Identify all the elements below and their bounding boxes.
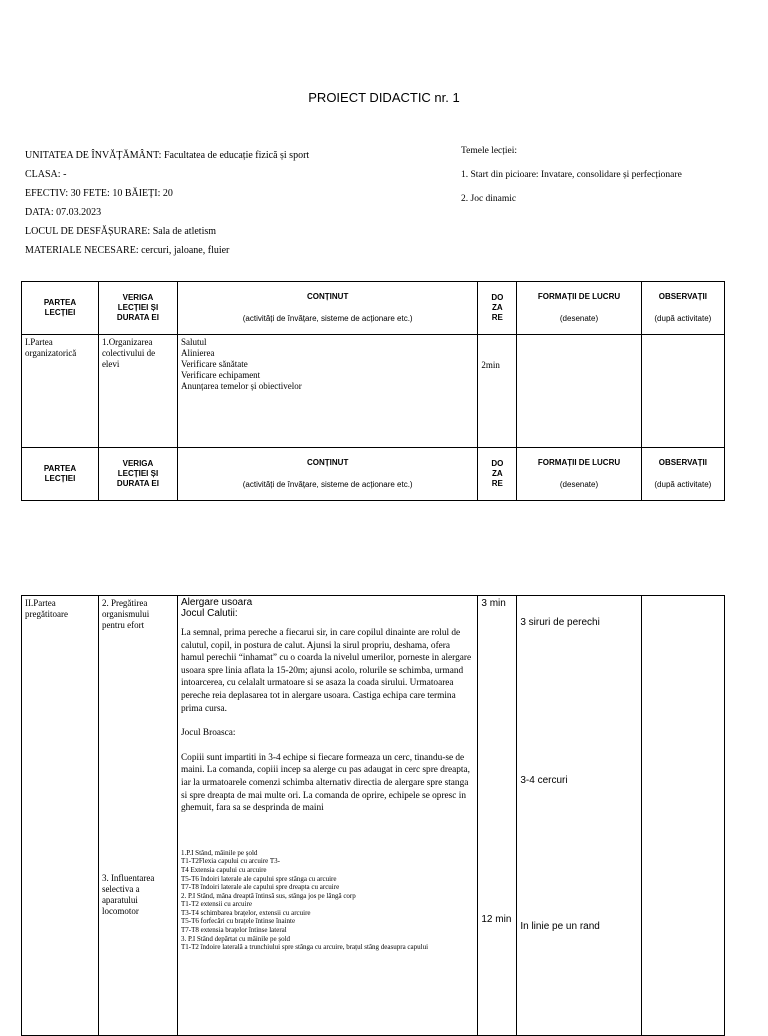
row2-formatii-a: 3 siruri de perechi	[520, 617, 600, 628]
exercise-list	[181, 849, 474, 952]
baieti-label: BĂIEȚI	[124, 188, 158, 199]
row1-continut	[177, 335, 477, 448]
lesson-table-2	[21, 595, 725, 1036]
header-observatii-repeat: OBSERVAȚII (după activitate)	[641, 448, 724, 501]
materiale-line	[25, 241, 309, 260]
calutii-description: La semnal, prima pereche a fiecarui sir, in care copilul dinainte are rolul de calutul, copil, in postura de calut. Ajunsi la sirul propriu, deshama, ofera hamul perechii “inhamat” cu o coarda la nivelul umerilor, porneste in alergare usoara spre linia aflata la 15-20m; ajunsi acolo, rolurile se schimba, urmand intoarcerea, cu celalalt urmatoare si se asaza la coada sirului. Urmatoarea pereche reia deplasarea tot in alergare usoara. Castiga echipa care termina prima cursa.	[180, 628, 472, 714]
efectiv-value: 30	[68, 188, 84, 199]
header-veriga: VERIGA LECȚIEI ȘI DURATA EI	[98, 282, 177, 335]
locul-label: LOCUL DE DESFĂȘURARE:	[25, 226, 151, 237]
exercise-line: T5-T6 îndoiri laterale ale capului spre stânga cu arcuire	[180, 874, 337, 883]
data-value: 07.03.2023	[53, 207, 102, 218]
row2-veriga	[98, 596, 177, 1036]
row1-veriga: 1.Organizarea colectivului de elevi	[98, 335, 177, 448]
page-title: PROIECT DIDACTIC nr. 1	[308, 90, 460, 105]
row2-dozare	[478, 596, 517, 1036]
lesson-table-1	[21, 281, 725, 501]
header-partea: PARTEA LECȚIEI	[22, 282, 99, 335]
header-dozare: DO ZA RE	[478, 282, 517, 335]
header-dozare-repeat: DO ZA RE	[478, 448, 517, 501]
materiale-value: cercuri, jaloane, fluier	[138, 245, 230, 256]
row2-veriga-b: 3. Influentarea selectiva a aparatului locomotor	[101, 873, 155, 916]
locul-value: Sala de atletism	[150, 226, 217, 237]
baieti-value: : 20	[157, 188, 173, 199]
content-line: Salutul	[180, 337, 207, 347]
row2-dozare-b: 12 min	[481, 914, 512, 925]
joc-calutii-label: Jocul Calutii:	[180, 608, 238, 619]
data-line	[25, 203, 309, 222]
row1-dozare: 2min	[478, 335, 517, 448]
fete-label: FETE	[83, 188, 108, 199]
exercise-line: T5-T6 forfecări cu brațele întinse înainte	[180, 917, 296, 926]
materiale-label: MATERIALE NECESARE:	[25, 245, 139, 256]
row1-formatii	[517, 335, 641, 448]
header-formatii: FORMAȚII DE LUCRU (desenate)	[517, 282, 641, 335]
exercise-line: T3-T4 schimbarea brațelor, extensii cu arcuire	[180, 908, 311, 917]
alergare-label: Alergare usoara	[180, 597, 253, 608]
themes-heading: Temele lecției:	[461, 146, 518, 156]
exercise-line: T7-T8 extensia brațelor întinse lateral	[180, 926, 287, 935]
joc-broasca-label: Jocul Broasca:	[180, 728, 236, 739]
exercise-line: 1.P.I Stând, mâinile pe șold	[180, 848, 258, 857]
exercise-line: T1-T2 îndoire laterală a trunchiului spre stânga cu arcuire, brațul stâng deasupra capului	[180, 943, 429, 952]
content-line: Alinierea	[180, 348, 215, 358]
content-line: Verificare sănătate	[180, 359, 248, 369]
content-line: Anunțarea temelor și obiectivelor	[180, 381, 302, 391]
content-line: Verificare echipament	[180, 370, 261, 380]
header-observatii: OBSERVAȚII (după activitate)	[641, 282, 724, 335]
unitatea-value: Facultatea de educație fizică și sport	[161, 150, 310, 161]
locul-line	[25, 222, 309, 241]
exercise-line: T4 Extensia capului cu arcuire	[180, 865, 267, 874]
fete-value: : 10	[107, 188, 125, 199]
header-veriga-repeat: VERIGA LECȚIEI ȘI DURATA EI	[98, 448, 177, 501]
efectiv-line	[25, 184, 309, 203]
exercise-line: 3. P.I Stând depărtat cu mâinile pe șold	[180, 934, 291, 943]
header-continut-repeat: CONȚINUT (activități de învățare, sisteme de acționare etc.)	[177, 448, 477, 501]
lesson-info	[25, 146, 309, 260]
header-partea-repeat: PARTEA LECȚIEI	[22, 448, 99, 501]
exercise-line: 2. P.I Stând, mâna dreaptă întinsă sus, stânga jos pe lângă corp	[180, 891, 356, 900]
header-continut: CONȚINUT (activități de învățare, sisteme de acționare etc.)	[177, 282, 477, 335]
lesson-themes	[461, 139, 682, 211]
row2-formatii-b: 3-4 cercuri	[520, 775, 568, 786]
exercise-line: T7-T8 îndoiri laterale ale capului spre dreapta cu arcuire	[180, 883, 340, 892]
row2-continut	[177, 596, 477, 1036]
row2-dozare-a: 3 min	[481, 598, 506, 609]
row2-formatii	[517, 596, 641, 1036]
row2-observatii	[641, 596, 724, 1036]
theme-2: 2. Joc dinamic	[461, 194, 517, 204]
row2-formatii-c: In linie pe un rand	[520, 921, 600, 932]
unitatea-label: UNITATEA DE ÎNVĂȚĂMÂNT:	[25, 150, 162, 161]
unitatea-line	[25, 146, 309, 165]
clasa-label: CLASA:	[25, 169, 61, 180]
data-label: DATA:	[25, 207, 54, 218]
clasa-value: -	[60, 169, 67, 180]
row2-partea: II.Partea pregătitoare	[22, 596, 99, 1036]
row1-partea: I.Partea organizatorică	[22, 335, 99, 448]
theme-1: 1. Start din picioare: Invatare, consolidare și perfecționare	[461, 170, 682, 180]
clasa-line	[25, 165, 309, 184]
exercise-line: T1-T2 extensii cu arcuire	[180, 900, 252, 909]
efectiv-label: EFECTIV:	[25, 188, 69, 199]
row2-veriga-a: 2. Pregătirea organismului pentru efort	[101, 598, 150, 630]
broasca-description: Copiii sunt impartiti in 3-4 echipe si fiecare formeaza un cerc, tinandu-se de maini. La comanda, copiii incep sa alerge cu pas adaugat in cerc spre dreapta, iar la urmatoarele comenzi schimba alternativ directia de alergare spre stanga si spre dreapta de mai multe ori. La comanda de oprire, echipele se opresc in ghemuit, fara sa se desprinda de maini	[180, 752, 470, 814]
header-formatii-repeat: FORMAȚII DE LUCRU (desenate)	[517, 448, 641, 501]
exercise-line: T1-T2Flexia capului cu arcuire T3-	[180, 857, 280, 866]
row1-observatii	[641, 335, 724, 448]
